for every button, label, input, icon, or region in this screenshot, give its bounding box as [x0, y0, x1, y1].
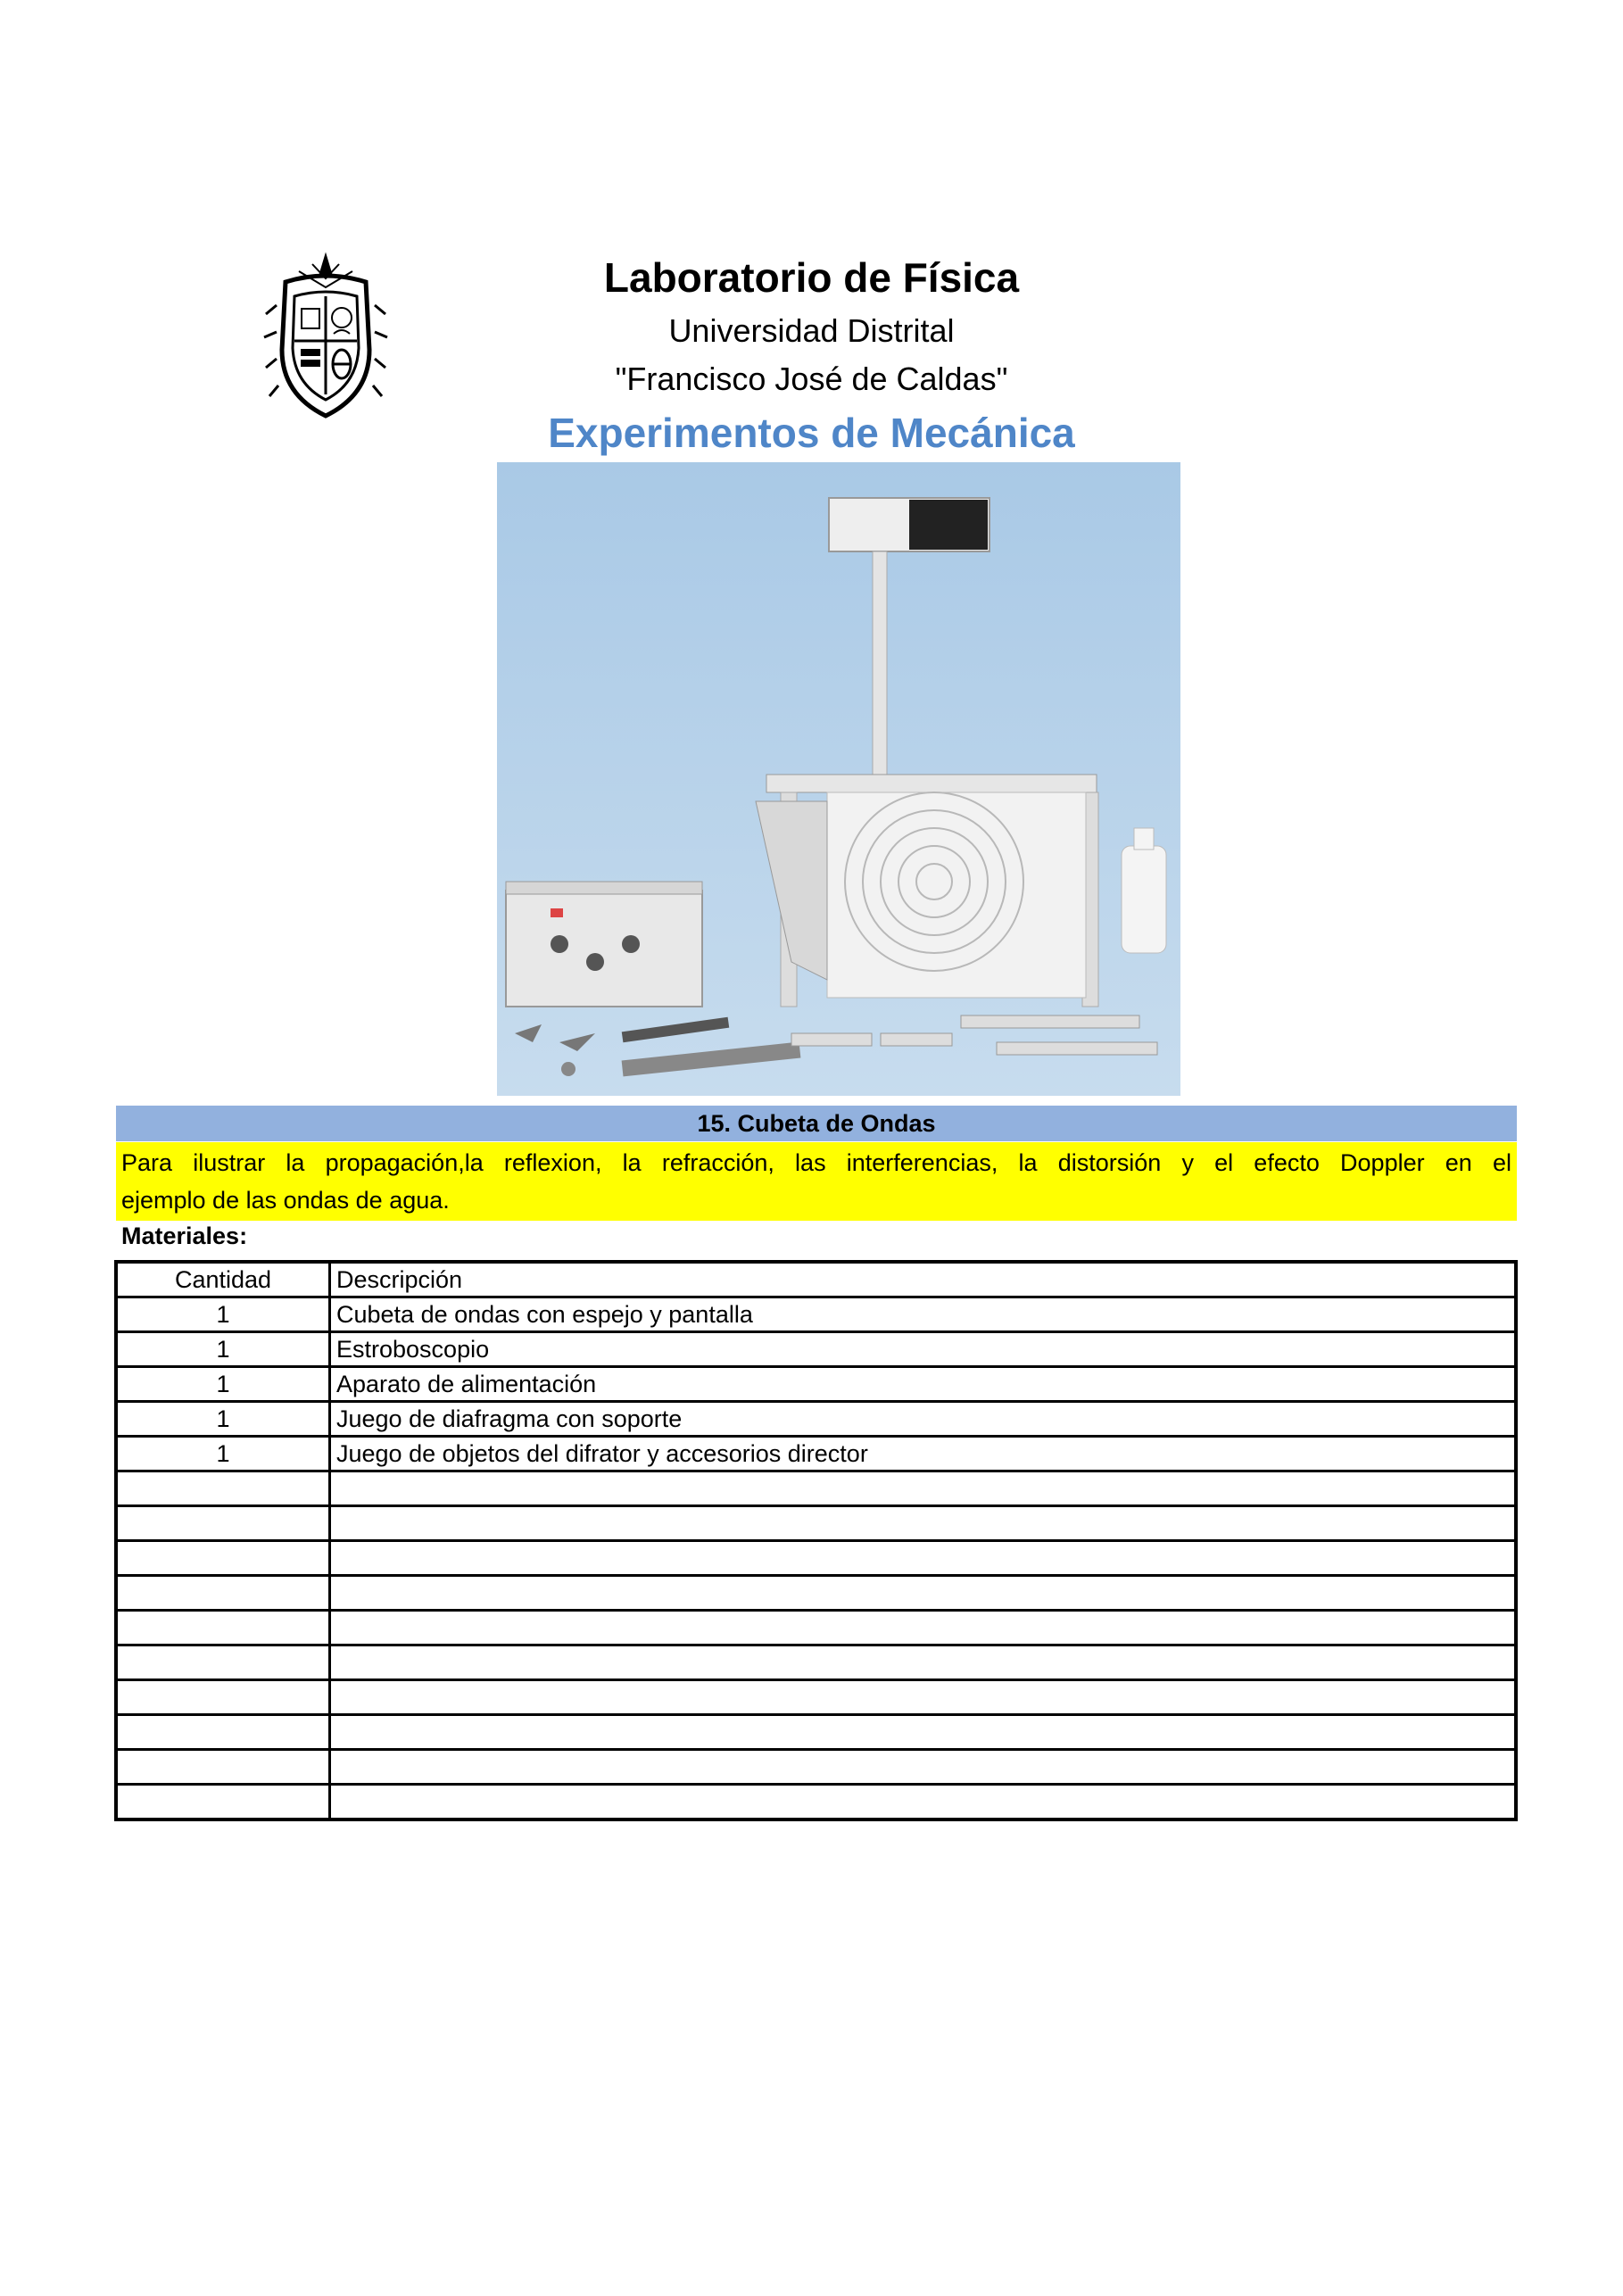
row-quantity: 1 — [116, 1297, 330, 1332]
row-description: Estroboscopio — [330, 1332, 1517, 1367]
row-description — [330, 1576, 1517, 1611]
university-name: "Francisco José de Caldas" — [615, 361, 1008, 397]
header-cantidad: Cantidad — [116, 1262, 330, 1297]
table-row — [116, 1680, 1516, 1715]
description-line-1: Para ilustrar la propagación,la reflexion, la refracción, las interferencias, la distorsión y el efecto Doppler en el — [121, 1149, 1511, 1176]
table-row — [116, 1367, 1516, 1402]
row-description: Juego de objetos del difrator y accesorios director — [330, 1437, 1517, 1471]
materials-table — [114, 1260, 1518, 1821]
row-description: Juego de diafragma con soporte — [330, 1402, 1517, 1437]
row-description — [330, 1506, 1517, 1541]
row-description: Aparato de alimentación — [330, 1367, 1517, 1402]
row-quantity: 1 — [116, 1367, 330, 1402]
section-title: Experimentos de Mecánica — [548, 410, 1075, 456]
table-row — [116, 1785, 1516, 1820]
row-description — [330, 1611, 1517, 1645]
row-quantity — [116, 1680, 330, 1715]
table-row — [116, 1332, 1516, 1367]
row-description — [330, 1785, 1517, 1820]
header-descripcion: Descripción — [330, 1262, 1517, 1297]
table-row — [116, 1297, 1516, 1332]
table-row — [116, 1715, 1516, 1750]
row-quantity — [116, 1715, 330, 1750]
row-quantity — [116, 1750, 330, 1785]
table-row — [116, 1750, 1516, 1785]
table-row — [116, 1611, 1516, 1645]
row-quantity: 1 — [116, 1402, 330, 1437]
table-row — [116, 1576, 1516, 1611]
university-subtitle: Universidad Distrital — [668, 312, 955, 349]
row-description — [330, 1680, 1517, 1715]
experiment-title-band: 15. Cubeta de Ondas — [116, 1106, 1517, 1141]
row-quantity: 1 — [116, 1437, 330, 1471]
experiment-description-band — [116, 1142, 1517, 1221]
table-row — [116, 1541, 1516, 1576]
row-quantity — [116, 1506, 330, 1541]
row-quantity — [116, 1471, 330, 1506]
table-row — [116, 1645, 1516, 1680]
row-description — [330, 1645, 1517, 1680]
row-description — [330, 1750, 1517, 1785]
row-description — [330, 1471, 1517, 1506]
row-description — [330, 1541, 1517, 1576]
table-row — [116, 1402, 1516, 1437]
page-title: Laboratorio de Física — [603, 254, 1020, 301]
row-quantity — [116, 1611, 330, 1645]
row-quantity — [116, 1785, 330, 1820]
row-quantity — [116, 1645, 330, 1680]
table-header-row — [116, 1262, 1516, 1297]
row-quantity — [116, 1576, 330, 1611]
description-line-2: ejemplo de las ondas de agua. — [121, 1187, 450, 1214]
materials-label: Materiales: — [121, 1223, 248, 1249]
row-description — [330, 1715, 1517, 1750]
row-quantity — [116, 1541, 330, 1576]
table-row — [116, 1471, 1516, 1506]
table-row — [116, 1506, 1516, 1541]
ripple-tank-photo — [497, 462, 1180, 1096]
row-quantity: 1 — [116, 1332, 330, 1367]
row-description: Cubeta de ondas con espejo y pantalla — [330, 1297, 1517, 1332]
materials-table-body — [116, 1262, 1516, 1819]
table-row — [116, 1437, 1516, 1471]
